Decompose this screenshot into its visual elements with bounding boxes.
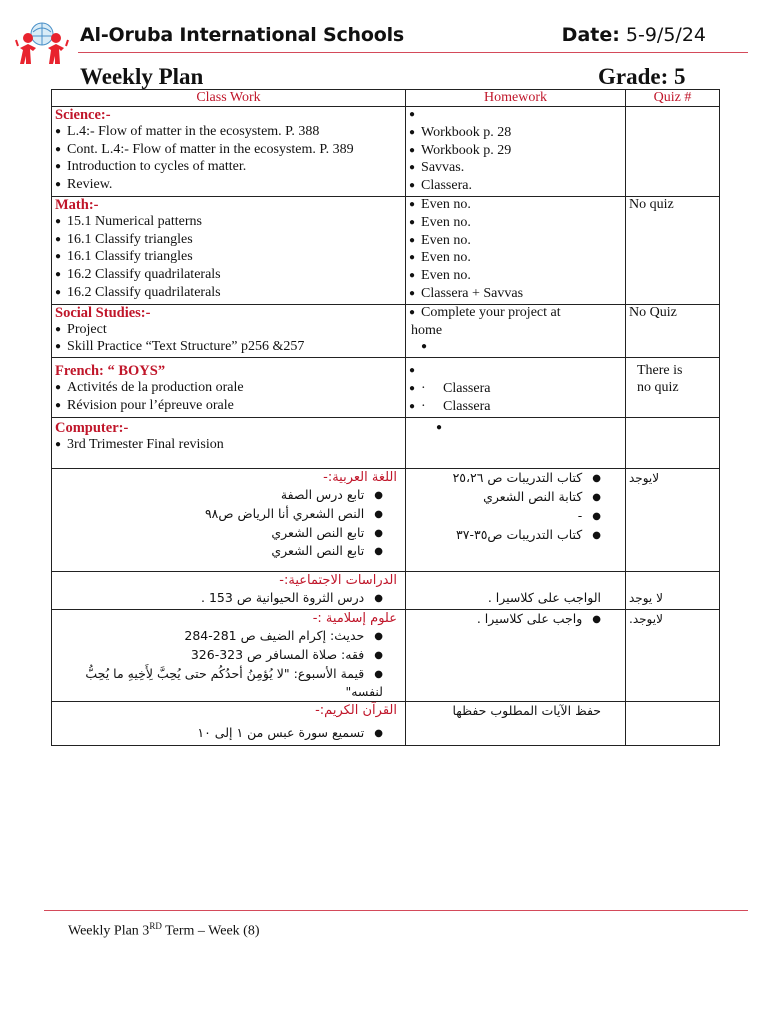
table-row-french xyxy=(52,358,720,418)
list-item: ● حديث: إكرام الضيف ص 281-284 xyxy=(60,628,397,647)
table-row-math xyxy=(52,196,720,304)
quiz-text: There is xyxy=(637,363,683,379)
table-row-science xyxy=(52,107,720,197)
quran-homework-cell: حفظ الآيات المطلوب حفظها xyxy=(406,702,626,746)
ar-social-classwork-cell xyxy=(52,572,406,610)
column-header-quiz: Quiz # xyxy=(626,90,720,107)
empty-bullet xyxy=(409,363,622,381)
list-item: ● Savvas. xyxy=(409,160,622,178)
subject-quran: القرآن الكريم:- xyxy=(315,703,397,719)
quran-quiz-cell xyxy=(626,702,720,746)
table-row-social-studies xyxy=(52,304,720,357)
computer-quiz-cell xyxy=(626,418,720,469)
list-item: ● 16.2 Classify quadrilaterals xyxy=(55,267,402,285)
list-item: ● Review. xyxy=(55,177,402,195)
science-classwork-cell xyxy=(52,107,406,197)
list-item: ● Workbook p. 29 xyxy=(409,143,622,161)
computer-classwork-cell xyxy=(52,418,406,469)
column-header-classwork: Class Work xyxy=(52,90,406,107)
list-item: ● Even no. xyxy=(409,197,622,215)
list-item: ● Even no. xyxy=(409,233,622,251)
subject-math: Math:- xyxy=(55,196,99,213)
list-item: ● · Classera xyxy=(409,381,622,399)
list-item: ● واجب على كلاسيرا . xyxy=(410,611,601,630)
list-item: ● Even no. xyxy=(409,268,622,286)
computer-homework-cell xyxy=(406,418,626,469)
quran-classwork-cell xyxy=(52,702,406,746)
table-row-islamic-studies xyxy=(52,610,720,702)
list-item: ● Classera. xyxy=(409,178,622,196)
quiz-text: no quiz xyxy=(637,379,679,395)
list-item: ● 16.1 Classify triangles xyxy=(55,232,402,250)
list-item: ● Even no. xyxy=(409,250,622,268)
list-item: ● Révision pour l’épreuve orale xyxy=(55,398,402,416)
science-quiz-cell xyxy=(626,107,720,197)
math-quiz-cell: No quiz xyxy=(626,196,720,304)
table-row-arabic-social-studies xyxy=(52,572,720,610)
list-item: ● 3rd Trimester Final revision xyxy=(55,437,402,455)
french-quiz-cell xyxy=(626,358,720,418)
date-label: Date: xyxy=(561,24,620,46)
list-item: ● Classera + Savvas xyxy=(409,286,622,304)
list-item: ● Activités de la production orale xyxy=(55,380,402,398)
ar-social-quiz-cell: لا يوجد xyxy=(626,572,720,610)
social-classwork-cell xyxy=(52,304,406,357)
school-logo-icon xyxy=(14,20,70,66)
list-item: ● Complete your project at xyxy=(409,305,622,323)
arabic-quiz-cell: لايوجد xyxy=(626,469,720,572)
list-item: ● 16.2 Classify quadrilaterals xyxy=(55,285,402,303)
list-item: ● تابع درس الصفة xyxy=(60,487,397,506)
islamic-quiz-cell: لايوجد. xyxy=(626,610,720,702)
date xyxy=(562,24,706,46)
grade-label: Grade: 5 xyxy=(598,64,686,89)
list-item: ● تابع النص الشعري xyxy=(60,543,397,562)
list-item: ● تابع النص الشعري xyxy=(60,525,397,544)
table-row-arabic xyxy=(52,469,720,572)
footer-divider xyxy=(44,910,748,911)
list-item: ● Even no. xyxy=(409,215,622,233)
empty-bullet xyxy=(409,339,622,357)
list-item: ● كتاب التدريبات ص٣٥-٣٧ xyxy=(410,527,601,546)
weekly-plan-table xyxy=(51,89,720,746)
french-classwork-cell xyxy=(52,358,406,418)
list-item: ● Workbook p. 28 xyxy=(409,125,622,143)
arabic-homework-cell xyxy=(406,469,626,572)
date-value: 5-9/5/24 xyxy=(625,24,706,46)
list-item: ● كتاب التدريبات ص ٢٥،٢٦ xyxy=(410,470,601,489)
header-divider xyxy=(78,52,748,53)
list-item: ● النص الشعري أنا الرياض ص٩٨ xyxy=(60,506,397,525)
list-item xyxy=(409,107,622,125)
math-classwork-cell xyxy=(52,196,406,304)
social-homework-cell xyxy=(406,304,626,357)
subject-islamic-studies: علوم إسلامية :- xyxy=(312,611,397,627)
french-homework-cell xyxy=(406,358,626,418)
list-item: ● Project xyxy=(55,322,402,340)
page-title: Weekly Plan xyxy=(80,64,204,89)
list-item: ● قيمة الأسبوع: "لا يُؤمِنُ أحدُكُم حتى يُحِبَّ لِأَخِيهِ ما يُحِبُّ لنفسه" xyxy=(60,666,397,702)
list-item: ● Cont. L.4:- Flow of matter in the ecosystem. P. 389 xyxy=(55,142,402,160)
science-homework-cell xyxy=(406,107,626,197)
islamic-homework-cell xyxy=(406,610,626,702)
list-item-continuation: home xyxy=(411,322,443,338)
list-item: ● فقه: صلاة المسافر ص 323-326 xyxy=(60,647,397,666)
empty-bullet xyxy=(436,420,622,438)
subject-social-studies: Social Studies:- xyxy=(55,304,151,321)
list-item: ● Skill Practice “Text Structure” p256 &257 xyxy=(55,339,402,357)
list-item: ● تسميع سورة عبس من ١ إلى ١٠ xyxy=(60,720,397,744)
subject-arabic-social-studies: الدراسات الاجتماعية:- xyxy=(279,573,397,589)
list-item: ● درس الثروة الحيوانية ص 153 . xyxy=(60,590,397,609)
ar-social-homework-cell: الواجب على كلاسيرا . xyxy=(406,572,626,610)
list-item: ● · Classera xyxy=(409,399,622,417)
table-row-quran xyxy=(52,702,720,746)
subject-french: French: “ BOYS” xyxy=(55,363,166,380)
subject-arabic: اللغة العربية:- xyxy=(323,470,397,486)
list-item: ● 16.1 Classify triangles xyxy=(55,249,402,267)
list-item: ● Introduction to cycles of matter. xyxy=(55,159,402,177)
arabic-classwork-cell xyxy=(52,469,406,572)
subject-science: Science:- xyxy=(55,107,111,123)
list-item: ● L.4:- Flow of matter in the ecosystem. P. 388 xyxy=(55,124,402,142)
column-header-homework: Homework xyxy=(406,90,626,107)
list-item: ● كتابة النص الشعري xyxy=(410,489,601,508)
social-quiz-cell: No Quiz xyxy=(626,304,720,357)
islamic-classwork-cell xyxy=(52,610,406,702)
table-row-computer xyxy=(52,418,720,469)
list-item: ● 15.1 Numerical patterns xyxy=(55,214,402,232)
list-item: ● - xyxy=(410,508,601,527)
school-name: Al-Oruba International Schools xyxy=(80,24,404,46)
table-header-row xyxy=(52,90,720,107)
math-homework-cell xyxy=(406,196,626,304)
subject-computer: Computer:- xyxy=(55,420,129,437)
footer-text: Weekly Plan 3RD Term – Week (8) xyxy=(68,921,260,939)
